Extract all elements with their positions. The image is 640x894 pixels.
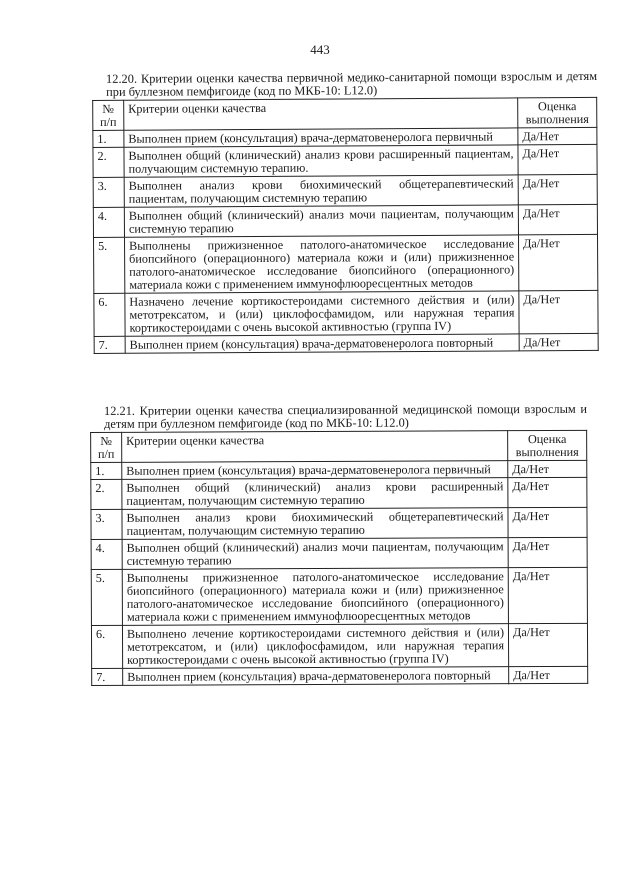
row-number: 2. [91,479,122,509]
table-row [91,623,587,668]
row-evaluation: Да/Нет [518,234,597,290]
table-row [91,567,587,625]
row-evaluation: Да/Нет [518,174,597,204]
row-criterion: Выполнен общий (клинический) анализ мочи пациентам, получающим системную терапию [122,538,508,570]
row-criterion: Выполнен прием (консультация) врача-дерматовенеролога повторный [125,334,519,353]
table-row [94,290,598,336]
section-title: 12.21. Критерии оценки качества специализированной медицинской помощи взрослым и детям при буллезном пемфигоиде (код по МКБ-10: L12.0) [103,401,588,431]
row-number: 1. [93,130,124,147]
row-evaluation: Да/Нет [508,537,587,567]
row-number: 3. [91,509,122,539]
criteria-table [90,430,588,686]
table-row [91,507,587,539]
row-evaluation: Да/Нет [518,144,597,174]
row-evaluation: Да/Нет [508,477,587,507]
row-number: 1. [91,462,122,479]
section-12-20 [92,70,599,354]
table-row [91,460,587,479]
row-number: 6. [94,293,125,336]
row-number: 4. [93,207,124,237]
row-number: 7. [92,668,123,685]
header-criteria: Критерии оценки качества [124,98,518,130]
header-evaluation: Оценка выполнения [518,97,597,127]
row-number: 6. [91,625,122,668]
row-number: 4. [91,539,122,569]
row-evaluation: Да/Нет [508,623,587,666]
row-criterion: Выполнен прием (консультация) врача-дерматовенеролога первичный [124,128,518,147]
section-12-21 [90,403,588,686]
table-row [93,144,597,177]
row-number: 5. [94,237,125,293]
row-criterion: Выполнен общий (клинический) анализ крови расширенный пациентам, получающим системную терапию [122,478,508,510]
row-criterion: Выполнен анализ крови биохимический общетерапевтический пациентам, получающим системную терапию [122,508,508,540]
row-evaluation: Да/Нет [518,204,597,234]
criteria-table [92,97,599,354]
row-evaluation: Да/Нет [509,666,588,683]
table-row [92,666,588,685]
header-number: № п/п [93,100,124,130]
table-row [91,537,587,569]
row-number: 7. [94,336,125,353]
row-evaluation: Да/Нет [518,127,597,144]
row-criterion: Выполнен прием (консультация) врача-дерматовенеролога повторный [123,667,509,686]
row-criterion: Выполнен общий (клинический) анализ мочи пациентам, получающим системную терапию [124,205,518,237]
row-criterion: Выполнен прием (консультация) врача-дерматовенеролога первичный [122,461,508,480]
row-criterion: Выполнен анализ крови биохимический общетерапевтический пациентам, получающим системную терапию [124,175,518,207]
row-evaluation: Да/Нет [508,460,587,477]
row-criterion: Назначено лечение кортикостероидами системного действия и (или) метотрексатом, и (или) циклофосфамидом, или наружная терапия кортикостероидами с очень высокой активностью (группа IV) [125,291,519,336]
table-header-row [91,430,587,462]
row-criterion: Выполнен общий (клинический) анализ крови расширенный пациентам, получающим системную терапию. [124,145,518,177]
table-row [93,204,597,237]
row-criterion: Выполнены прижизненное патолого-анатомическое исследование биопсийного (операционного) материала кожи и (или) прижизненное патолого-анатомическое исследование биопсийного (операционного) материала кожи с применением иммунофлюоресцентных методов [122,568,508,626]
table-row [94,333,598,353]
table-row [94,234,598,293]
row-number: 3. [93,177,124,207]
header-evaluation: Оценка выполнения [508,430,587,460]
row-evaluation: Да/Нет [508,507,587,537]
page-number: 443 [310,42,330,57]
row-number: 2. [93,147,124,177]
row-criterion: Выполнено лечение кортикостероидами системного действия и (или) метотрексатом, и (или) циклофосфамидом, или наружная терапия кортикостероидами с очень высокой активностью (группа IV) [122,624,508,669]
section-title: 12.20. Критерии оценки качества первичной медико-санитарной помощи взрослым и детям при буллезном пемфигоиде (код по МКБ-10: L12.0) [105,68,598,99]
header-number: № п/п [91,432,122,462]
table-header-row [93,97,597,130]
row-criterion: Выполнены прижизненное патолого-анатомическое исследование биопсийного (операционного) материала кожи и (или) прижизненное патолого-анатомическое исследование биопсийного (операционного) материала кожи с применением иммунофлюоресцентных методов [125,235,519,293]
row-evaluation: Да/Нет [519,290,598,333]
header-criteria: Критерии оценки качества [122,431,508,463]
row-number: 5. [91,569,122,625]
row-evaluation: Да/Нет [508,567,587,623]
table-row [91,477,587,509]
row-evaluation: Да/Нет [519,333,598,350]
table-row [93,174,597,207]
